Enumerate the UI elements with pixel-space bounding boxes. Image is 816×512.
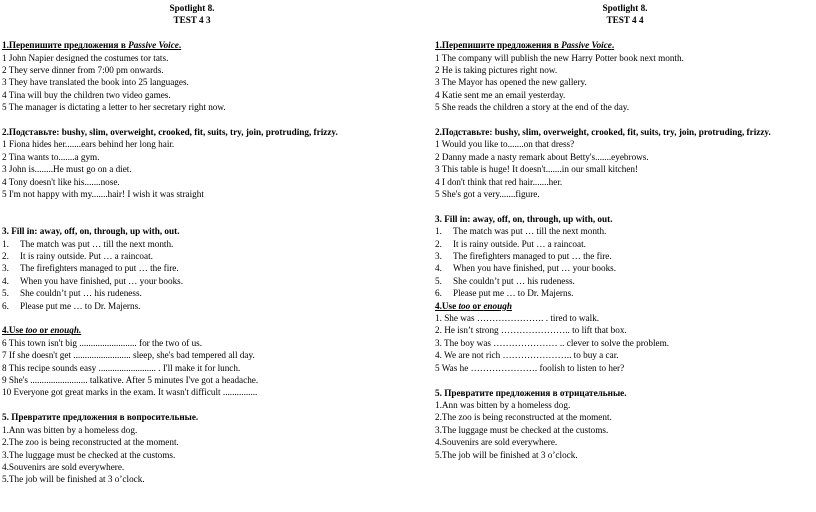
exercise-line: 5. She couldn’t put … his rudeness. <box>2 288 142 299</box>
exercise-line: 4.Souvenirs are sold everywhere. <box>2 461 125 472</box>
exercise-line: 3 This table is huge! It doesn't.......in our small kitchen! <box>435 164 639 175</box>
exercise-line: 3. The firefighters managed to put … the fire. <box>435 251 612 262</box>
header-test-number: TEST 4 4 <box>606 15 644 26</box>
exercise-line: 3. The firefighters managed to put … the fire. <box>2 263 179 274</box>
header-title: Spotlight 8. <box>602 3 648 13</box>
exercise-line: 1 Fiona hides her.......ears behind her long hair. <box>2 139 175 150</box>
exercise-line: 2. It is rainy outside. Put … a raincoat. <box>2 251 153 262</box>
exercise-line: 2 They serve dinner from 7:00 pm onwards. <box>2 64 164 75</box>
exercise-line: 1 John Napier designed the costumes tor tats. <box>2 52 169 63</box>
section-title: 4.Use too or enough. <box>2 325 82 336</box>
exercise-line: 3 John is........He must go on a diet. <box>2 164 132 175</box>
left-section-5 <box>2 411 392 485</box>
exercise-line: 4. When you have finished, put … your books. <box>2 275 184 286</box>
exercise-line: 3 They have translated the book into 25 languages. <box>2 77 189 88</box>
section-title: 3. Fill in: away, off, on, through, up with, out. <box>435 213 613 224</box>
right-column <box>435 2 816 461</box>
exercise-line: 3. The boy was ………………… .. clever to solve the problem. <box>435 337 670 348</box>
exercise-line: 1. The match was put … till the next month. <box>2 238 174 249</box>
exercise-line: 10 Everyone got great marks in the exam. It wasn't difficult ............... <box>2 387 258 398</box>
exercise-line: 2. It is rainy outside. Put … a raincoat. <box>435 238 586 249</box>
right-section-5 <box>435 387 816 461</box>
right-header <box>435 2 815 27</box>
left-section-1 <box>2 39 392 113</box>
exercise-line: 1. The match was put … till the next month. <box>435 226 607 237</box>
exercise-line: 4 Katie sent me an email yesterday. <box>435 89 566 100</box>
exercise-line: 3.The luggage must be checked at the customs. <box>435 424 609 435</box>
exercise-line: 5. She couldn’t put … his rudeness. <box>435 275 575 286</box>
exercise-line: 7 If she doesn't get ......................... sleep, she's bad tempered all day. <box>2 350 255 361</box>
exercise-line: 5 She's got a very.......figure. <box>435 189 540 200</box>
header-title: Spotlight 8. <box>169 3 215 13</box>
exercise-line: 4 Tony doesn't like his.......nose. <box>2 176 120 187</box>
left-section-2 <box>2 126 392 200</box>
left-column <box>2 2 392 486</box>
left-section-4 <box>2 324 392 398</box>
exercise-line: 5 Was he …………………. foolish to listen to her? <box>435 362 625 373</box>
exercise-line: 4 I don't think that red hair.......her. <box>435 176 563 187</box>
right-section-1 <box>435 39 816 113</box>
section-title: 1.Перепишите предложения в Passive Voice. <box>2 40 182 51</box>
exercise-line: 2.The zoo is being reconstructed at the moment. <box>2 437 179 448</box>
exercise-line: 5 She reads the children a story at the end of the day. <box>435 102 630 113</box>
exercise-line: 1. She was …………………. . tired to walk. <box>435 313 600 324</box>
exercise-line: 2. He isn’t strong ………………….. to lift that box. <box>435 325 627 336</box>
exercise-line: 3.The luggage must be checked at the customs. <box>2 449 176 460</box>
exercise-line: 2 Tina wants to.......a gym. <box>2 151 100 162</box>
section-title: 3. Fill in: away, off, on, through, up with, out. <box>2 226 180 237</box>
exercise-line: 5.The job will be finished at 3 o’clock. <box>435 449 578 460</box>
exercise-line: 6 This town isn't big ......................... for the two of us. <box>2 337 203 348</box>
exercise-line: 4. We are not rich ………………….. to buy a car. <box>435 350 619 361</box>
section-title: 5. Превратите предложения в вопросительные. <box>2 412 199 423</box>
exercise-line: 1 The company will publish the new Harry Potter book next month. <box>435 52 684 63</box>
exercise-line: 6. Please put me … to Dr. Majerns. <box>2 300 141 311</box>
left-section-3 <box>2 225 392 312</box>
right-section-4 <box>435 300 816 374</box>
header-test-number: TEST 4 3 <box>173 15 211 26</box>
exercise-line: 1.Ann was bitten by a homeless dog. <box>2 424 138 435</box>
left-header <box>2 2 382 27</box>
exercise-line: 5 I'm not happy with my.......hair! I wish it was straight <box>2 189 204 200</box>
exercise-line: 1.Ann was bitten by a homeless dog. <box>435 399 571 410</box>
exercise-line: 9 She's ......................... talkative. After 5 minutes I've got a headache. <box>2 375 259 386</box>
section-title: 5. Превратите предложения в отрицательные. <box>435 387 627 398</box>
section-title: 1.Перепишите предложения в Passive Voice. <box>435 40 615 51</box>
exercise-line: 1 Would you like to.......on that dress? <box>435 139 575 150</box>
exercise-line: 5.The job will be finished at 3 o’clock. <box>2 474 145 485</box>
exercise-line: 4. When you have finished, put … your books. <box>435 263 617 274</box>
right-section-3 <box>435 213 816 300</box>
exercise-line: 4.Souvenirs are sold everywhere. <box>435 437 558 448</box>
section-title: 2.Подставьте: bushy, slim, overweight, crooked, fit, suits, try, join, protruding, frizzy. <box>2 127 338 137</box>
section-title: 2.Подставьте: bushy, slim, overweight, crooked, fit, suits, try, join, protruding, frizzy. <box>435 127 771 137</box>
exercise-line: 2.The zoo is being reconstructed at the moment. <box>435 412 612 423</box>
exercise-line: 3 The Mayor has opened the new gallery. <box>435 77 587 88</box>
right-section-2 <box>435 126 816 200</box>
exercise-line: 2 Danny made a nasty remark about Betty's.......eyebrows. <box>435 151 649 162</box>
exercise-line: 2 He is taking pictures right now. <box>435 64 558 75</box>
section-title: 4.Use too or enough <box>435 300 512 311</box>
exercise-line: 4 Tina will buy the children two video games. <box>2 89 171 100</box>
exercise-line: 6. Please put me … to Dr. Majerns. <box>435 288 574 299</box>
exercise-line: 8 This recipe sounds easy ......................... . I'll make it for lunch. <box>2 362 241 373</box>
exercise-line: 5 The manager is dictating a letter to her secretary right now. <box>2 102 226 113</box>
